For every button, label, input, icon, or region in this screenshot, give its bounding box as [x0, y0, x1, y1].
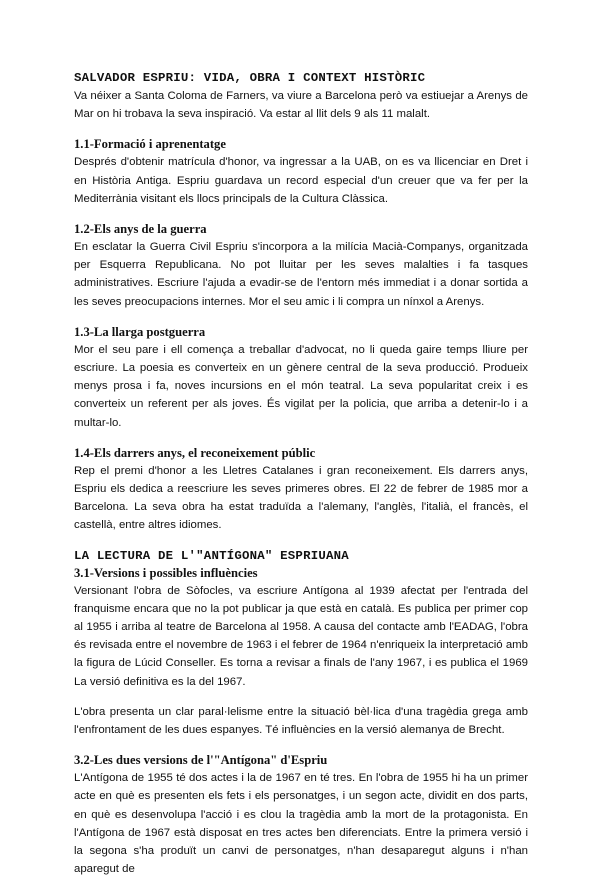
paragraph-1-4: Rep el premi d'honor a les Lletres Catalanes i gran reconeixement. Els darrers anys, Espriu els dedica a reescriure les seves primeres obres. El 22 de febrer de 1985 mor a Barcelona. La seva obra ha estat traduïda a l'alemany, l'anglès, l'italià, el francès, el castellà, entre altres idiomes. — [74, 464, 528, 532]
intro-paragraph: Va néixer a Santa Coloma de Farners, va viure a Barcelona però va estiuejar a Arenys de Mar on hi trobava la seva inspiració. Va estar al llit dels 9 als 11 malalt. — [74, 90, 528, 121]
heading-1-4: 1.4-Els darrers anys, el reconeixement públic — [74, 445, 316, 460]
heading-1-2: 1.2-Els anys de la guerra — [74, 222, 207, 237]
paragraph-3-2: L'Antígona de 1955 té dos actes i la de 1967 en té tres. En l'obra de 1955 hi ha un primer acte en què es presenten els fets i els personatges, i un segon acte, dividit en dos parts, en què es desenvolupa l'acció i es clou la tragèdia amb la mort de la protagonista. En l'Antígona de 1967 està disposat en tres actes ben diferenciats. Entre la primera versió i la segona s'ha produït un canvi de personatges, n'han desaparegut alguns i n'han aparegut de — [74, 772, 528, 876]
heading-1-3: 1.3-La llarga postguerra — [74, 324, 206, 339]
section-title-1: SALVADOR ESPRIU: VIDA, OBRA I CONTEXT HISTÒRIC — [74, 71, 426, 85]
heading-3-2: 3.2-Les dues versions de l'"Antígona" d'Espriu — [74, 753, 328, 768]
heading-1-1: 1.1-Formació i aprenentatge — [74, 137, 226, 152]
paragraph-1-3: Mor el seu pare i ell comença a treballar d'advocat, no li queda gaire temps lliure per escriure. La poesia es converteix en un gènere central de la seva producció. Produeix menys prosa i fa, noves incursions en el món teatral. La seva popularitat creix i es converteix un referent per als joves. És vigilat per la policia, que arriba a detenir-lo i a multar-lo. — [74, 343, 528, 429]
paragraph-3-1-b: L'obra presenta un clar paral·lelisme entre la situació bèl·lica d'una tragèdia grega amb l'enfrontament de les dues espanyes. Té influències en la versió alemanya de Brecht. — [74, 705, 528, 737]
document-page — [74, 70, 528, 879]
paragraph-3-1: Versionant l'obra de Sòfocles, va escriure Antígona al 1939 afectat per l'entrada del franquisme encara que no la pot publicar ja que està en català. Es publica per primer cop al 1955 i arriba al teatre de Barcelona al 1958. A causa del contacte amb l'EADAG, l'obra és revisada entre el novembre de 1963 i el febrer de 1964 n'enriqueix la interpretació amb la figura de Lúcid Conseller. Es torna a revisar a finals de l'any 1967, i es publica el 1969 La versió definitiva es la del 1967. — [74, 584, 528, 688]
paragraph-1-1: Després d'obtenir matrícula d'honor, va ingressar a la UAB, on es va llicenciar en Dret i en Història Antiga. Espriu guardava un record especial d'un creuer que va fer per la Mediterrània visitant els llocs principals de la Cultura Clàssica. — [74, 156, 528, 205]
paragraph-1-2: En esclatar la Guerra Civil Espriu s'incorpora a la milícia Macià-Companys, organitzada per Esquerra Republicana. No pot lluitar per les seves malalties i fa tasques administratives. Escriure l'ajuda a evadir-se de l'entorn més immediat i a donar sortida a les seves preocupacions internes. Mor el seu amic i li compra un nínxol a Arenys. — [74, 241, 528, 308]
section-title-2: LA LECTURA DE L'"ANTÍGONA" ESPRIUANA — [74, 548, 349, 563]
heading-3-1: 3.1-Versions i possibles influències — [74, 565, 258, 580]
